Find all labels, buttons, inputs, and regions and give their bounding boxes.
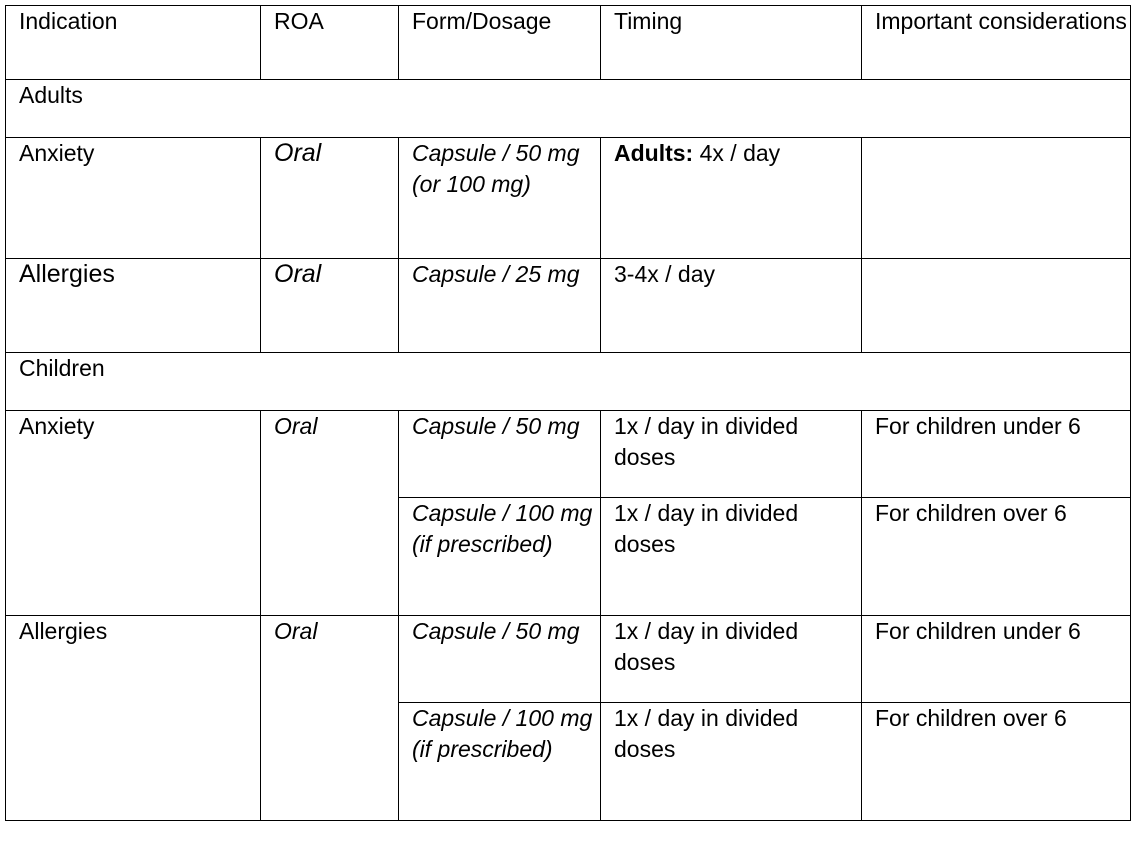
cell-considerations: For children over 6 — [862, 703, 1131, 821]
cell-timing: 1x / day in divided doses — [601, 703, 862, 821]
cell-roa: Oral — [261, 138, 399, 259]
cell-indication: Allergies — [6, 259, 261, 353]
cell-roa: Oral — [261, 259, 399, 353]
cell-timing: 1x / day in divided doses — [601, 616, 862, 703]
timing-value: 4x / day — [693, 140, 781, 166]
cell-roa: Oral — [261, 616, 399, 821]
table-row — [6, 616, 1131, 703]
cell-timing — [601, 138, 862, 259]
section-row-adults — [6, 80, 1131, 138]
cell-timing: 3-4x / day — [601, 259, 862, 353]
cell-considerations: For children under 6 — [862, 616, 1131, 703]
timing-prefix: Adults: — [614, 140, 694, 166]
cell-form-dosage: Capsule / 100 mg (if prescribed) — [399, 498, 601, 616]
cell-indication: Allergies — [6, 616, 261, 821]
cell-form-dosage: Capsule / 50 mg — [399, 411, 601, 498]
header-important-considerations: Important considerations — [862, 6, 1131, 80]
table-row — [6, 259, 1131, 353]
cell-considerations: For children under 6 — [862, 411, 1131, 498]
cell-considerations: For children over 6 — [862, 498, 1131, 616]
dosage-table — [5, 5, 1131, 821]
header-indication: Indication — [6, 6, 261, 80]
header-form-dosage: Form/Dosage — [399, 6, 601, 80]
cell-timing: 1x / day in divided doses — [601, 411, 862, 498]
cell-form-dosage: Capsule / 50 mg — [399, 616, 601, 703]
cell-indication: Anxiety — [6, 138, 261, 259]
header-roa: ROA — [261, 6, 399, 80]
section-title-adults: Adults — [6, 80, 1131, 138]
table-row — [6, 411, 1131, 498]
cell-timing: 1x / day in divided doses — [601, 498, 862, 616]
cell-form-dosage: Capsule / 25 mg — [399, 259, 601, 353]
section-row-children — [6, 353, 1131, 411]
cell-considerations — [862, 259, 1131, 353]
cell-considerations — [862, 138, 1131, 259]
section-title-children: Children — [6, 353, 1131, 411]
header-row — [6, 6, 1131, 80]
cell-indication: Anxiety — [6, 411, 261, 616]
cell-form-dosage: Capsule / 50 mg (or 100 mg) — [399, 138, 601, 259]
table-row — [6, 138, 1131, 259]
cell-form-dosage: Capsule / 100 mg (if prescribed) — [399, 703, 601, 821]
cell-roa: Oral — [261, 411, 399, 616]
header-timing: Timing — [601, 6, 862, 80]
